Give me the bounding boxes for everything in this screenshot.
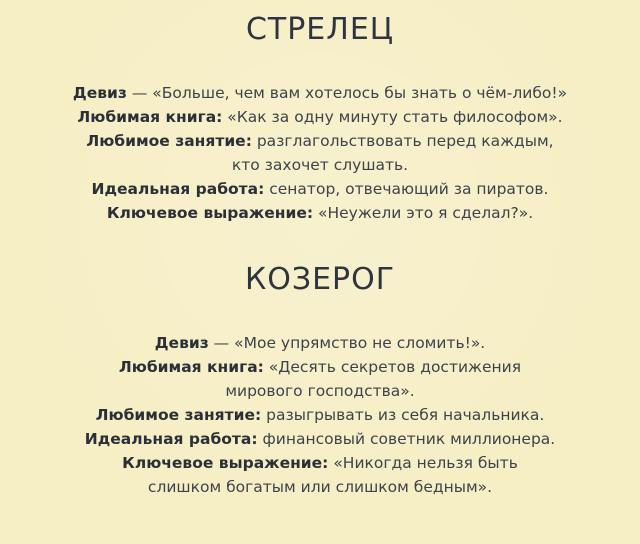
capricorn-lines [0, 331, 640, 499]
key-phrase-text: «Неужели это я сделал?». [313, 204, 534, 222]
favorite-activity-text: разыгрывать из себя начальника. [261, 406, 545, 424]
key-phrase-continuation [0, 475, 640, 499]
favorite-activity-label: Любимое занятие: [95, 406, 262, 424]
key-phrase-text: «Никогда нельзя быть [328, 454, 518, 472]
favorite-book-text: «Десять секретов достижения [263, 358, 522, 376]
motto-text: — «Мое упрямство не сломить!». [208, 334, 486, 352]
ideal-job-text: финансовый советник миллионера. [257, 430, 556, 448]
sagittarius-section [0, 12, 640, 225]
key-phrase-line [0, 201, 640, 225]
key-phrase-label: Ключевое выражение: [106, 204, 314, 222]
sagittarius-lines [0, 81, 640, 225]
ideal-job-line [0, 427, 640, 451]
capricorn-section [0, 262, 640, 499]
key-phrase-text-2: слишком богатым или слишком бедным». [147, 478, 493, 496]
favorite-activity-label: Любимое занятие: [86, 132, 252, 150]
favorite-activity-line [0, 129, 640, 153]
favorite-book-text-2: мирового господства». [225, 382, 415, 400]
key-phrase-line [0, 451, 640, 475]
ideal-job-line [0, 177, 640, 201]
favorite-book-continuation [0, 379, 640, 403]
favorite-book-label: Любимая книга: [118, 358, 264, 376]
ideal-job-label: Идеальная работа: [91, 180, 265, 198]
motto-label: Девиз [72, 84, 127, 102]
favorite-book-label: Любимая книга: [77, 108, 223, 126]
favorite-activity-text: разглагольствовать перед каждым, [251, 132, 554, 150]
ideal-job-text: сенатор, отвечающий за пиратов. [264, 180, 549, 198]
favorite-activity-continuation [0, 153, 640, 177]
favorite-book-text: «Как за одну минуту стать философом». [222, 108, 563, 126]
favorite-activity-line [0, 403, 640, 427]
motto-line [0, 81, 640, 105]
motto-text: — «Больше, чем вам хотелось бы знать о чём-либо!» [126, 84, 568, 102]
motto-label: Девиз [154, 334, 209, 352]
ideal-job-label: Идеальная работа: [84, 430, 258, 448]
key-phrase-label: Ключевое выражение: [122, 454, 329, 472]
favorite-book-line [0, 105, 640, 129]
favorite-activity-text-2: кто захочет слушать. [231, 156, 409, 174]
sagittarius-title: СТРЕЛЕЦ [245, 12, 395, 47]
motto-line [0, 331, 640, 355]
capricorn-title: КОЗЕРОГ [244, 262, 396, 297]
favorite-book-line [0, 355, 640, 379]
